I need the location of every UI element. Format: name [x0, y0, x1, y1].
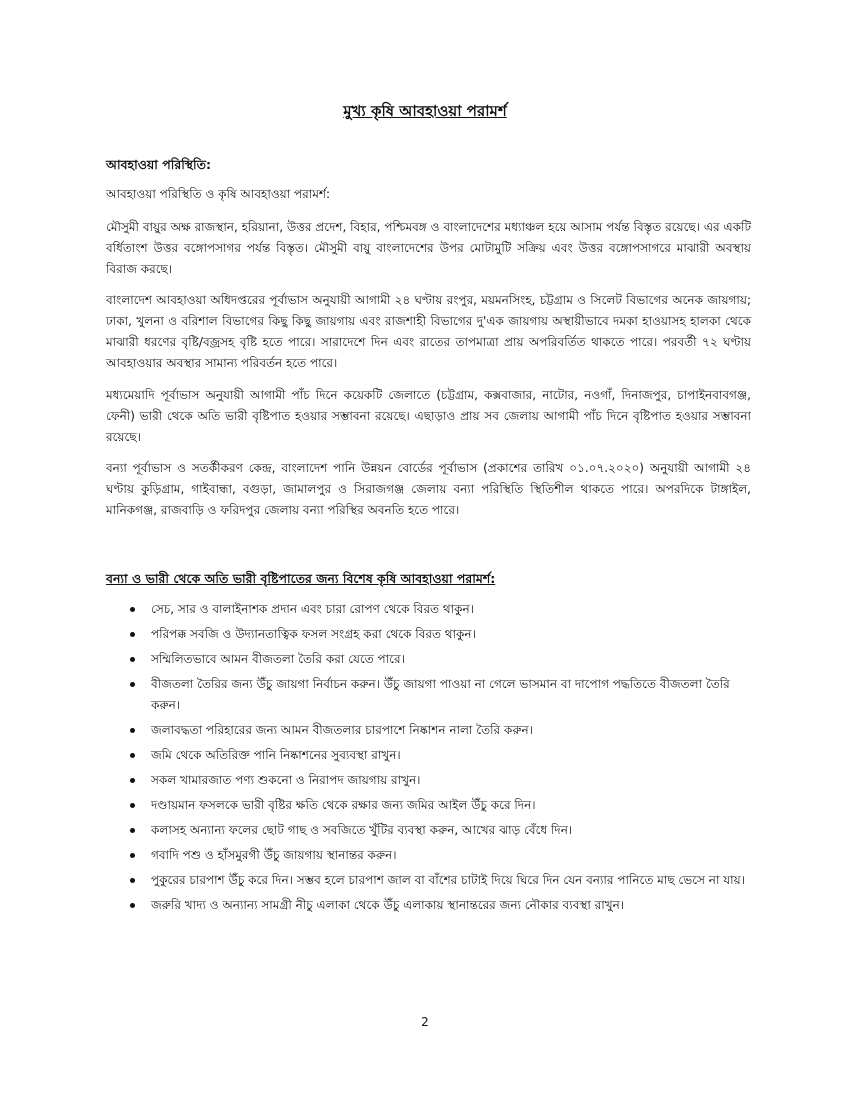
weather-section-heading: আবহাওয়া পরিস্থিতি:	[106, 157, 212, 172]
list-item	[106, 845, 756, 866]
list-item-text: জলাবদ্ধতা পরিহারের জন্য আমন বীজতলার চারপাশে নিষ্কাশন নালা তৈরি করুন।	[151, 723, 533, 737]
weather-paragraph-1: মৌসুমী বায়ুর অক্ষ রাজস্থান, হরিয়ানা, উত্তর প্রদেশ, বিহার, পশ্চিমবঙ্গ ও বাংলাদেশের মধ্যাঞ্চল হয়ে আসাম পর্যন্ত বিস্তৃত রয়েছে। এর একটি বর্ধিতাংশ উত্তর বঙ্গোপসাগর পর্যন্ত বিস্তৃত। মৌসুমী বায়ু বাংলাদেশের উপর মোটামুটি সক্রিয় এবং উত্তর বঙ্গোপসাগরে মাঝারী অবস্থায় বিরাজ করছে।	[106, 220, 751, 276]
list-item	[106, 674, 756, 716]
list-item-text: জরুরি খাদ্য ও অন্যান্য সামগ্রী নীচু এলাকা থেকে উঁচু এলাকায় স্থানান্তরের জন্য নৌকার ব্যবস্থা রাখুন।	[151, 898, 625, 912]
page-title: মুখ্য কৃষি আবহাওয়া পরামর্শ	[343, 102, 507, 120]
bullet-icon	[130, 878, 135, 883]
list-item-text: পুকুরের চারপাশ উঁচু করে দিন। সম্ভব হলে চারপাশ জাল বা বাঁশের চাটাই দিয়ে ঘিরে দিন যেন বন্যার পানিতে মাছ ভেসে না যায়।	[151, 873, 745, 887]
bullet-icon	[130, 657, 135, 662]
list-item-text: সকল খামারজাত পণ্য শুকনো ও নিরাপদ জায়গায় রাখুন।	[151, 773, 421, 787]
advisory-bullet-list	[106, 599, 756, 920]
advisory-section-heading: বন্যা ও ভারী থেকে অতি ভারী বৃষ্টিপাতের জন্য বিশেষ কৃষি আবহাওয়া পরামর্শ:	[106, 571, 496, 586]
list-item	[106, 649, 756, 670]
list-item	[106, 720, 756, 741]
bullet-icon	[130, 853, 135, 858]
bullet-icon	[130, 828, 135, 833]
list-item-text: সম্মিলিতভাবে আমন বীজতলা তৈরি করা যেতে পারে।	[151, 652, 405, 666]
bullet-icon	[130, 632, 135, 637]
list-item	[106, 624, 756, 645]
bullet-icon	[130, 682, 135, 687]
weather-paragraph-4: বন্যা পূর্বাভাস ও সতর্কীকরণ কেন্দ্র, বাংলাদেশ পানি উন্নয়ন বোর্ডের পূর্বাভাস (প্রকাশের তারিখ ০১.০৭.২০২০) অনুযায়ী আগামী ২৪ ঘণ্টায় কুড়িগ্রাম, গাইবান্ধা, বগুড়া, জামালপুর ও সিরাজগঞ্জ জেলায় বন্যা পরিস্থিতি স্থিতিশীল থাকতে পারে। অপরদিকে টাঙ্গাইল, মানিকগঞ্জ, রাজবাড়ি ও ফরিদপুর জেলায় বন্যা পরিস্থির অবনতি হতে পারে।	[106, 461, 751, 517]
weather-subheading: আবহাওয়া পরিস্থিতি ও কৃষি আবহাওয়া পরামর্শ:	[106, 187, 331, 201]
list-item-text: জমি থেকে অতিরিক্ত পানি নিষ্কাশনের সুব্যবস্থা রাখুন।	[151, 748, 401, 762]
list-item	[106, 599, 756, 620]
list-item-text: পরিপক্ক সবজি ও উদ্যানতাত্বিক ফসল সংগ্রহ করা থেকে বিরত থাকুন।	[151, 627, 476, 641]
bullet-icon	[130, 607, 135, 612]
weather-paragraph-3: মধ্যমেয়াদি পূর্বাভাস অনুযায়ী আগামী পাঁচ দিনে কয়েকটি জেলাতে (চট্টগ্রাম, কক্সবাজার, নাটোর, নওগাঁ, দিনাজপুর, চাপাইনবাবগঞ্জ, ফেনী) ভারী থেকে অতি ভারী বৃষ্টিপাত হওয়ার সম্ভাবনা রয়েছে। এছাড়াও প্রায় সব জেলায় আগামী পাঁচ দিনে বৃষ্টিপাত হওয়ার সম্ভাবনা রয়েছে।	[106, 388, 751, 444]
list-item-text: দণ্ডায়মান ফসলকে ভারী বৃষ্টির ক্ষতি থেকে রক্ষার জন্য জমির আইল উঁচু করে দিন।	[151, 798, 536, 812]
list-item	[106, 745, 756, 766]
list-item-text: বীজতলা তৈরির জন্য উঁচু জায়গা নির্বাচন করুন। উঁচু জায়গা পাওয়া না গেলে ভাসমান বা দাপোগ পদ্ধতিতে বীজতলা তৈরি করুন।	[151, 677, 730, 712]
bullet-icon	[130, 903, 135, 908]
page-number: 2	[421, 1015, 429, 1029]
bullet-icon	[130, 803, 135, 808]
weather-paragraph-2: বাংলাদেশ আবহাওয়া অধিদপ্তরের পূর্বাভাস অনুযায়ী আগামী ২৪ ঘণ্টায় রংপুর, ময়মনসিংহ, চট্টগ্রাম ও সিলেট বিভাগের অনেক জায়গায়; ঢাকা, খুলনা ও বরিশাল বিভাগের কিছু কিছু জায়গায় এবং রাজশাহী বিভাগের দু'এক জায়গায় অস্থায়ীভাবে দমকা হাওয়াসহ হালকা থেকে মাঝারী ধরণের বৃষ্টি/বজ্রসহ বৃষ্টি হতে পারে। সারাদেশে দিন এবং রাতের তাপমাত্রা প্রায় অপরিবর্তিত থাকতে পারে। পরবর্তী ৭২ ঘণ্টায় আবহাওয়ার অবস্থার সামান্য পরিবর্তন হতে পারে।	[106, 293, 751, 370]
list-item-text: গবাদি পশু ও হাঁসমুরগী উঁচু জায়গায় স্থানান্তর করুন।	[151, 848, 397, 862]
list-item	[106, 795, 756, 816]
bullet-icon	[130, 753, 135, 758]
list-item	[106, 895, 756, 916]
list-item-text: কলাসহ অন্যান্য ফলের ছোট গাছ ও সবজিতে খুঁটির ব্যবস্থা করুন, আখের ঝাড় বেঁধে দিন।	[151, 823, 573, 837]
bullet-icon	[130, 778, 135, 783]
list-item	[106, 870, 756, 891]
list-item-text: সেচ, সার ও বালাইনাশক প্রদান এবং চারা রোপণ থেকে বিরত থাকুন।	[151, 602, 474, 616]
list-item	[106, 770, 756, 791]
bullet-icon	[130, 728, 135, 733]
list-item	[106, 820, 756, 841]
